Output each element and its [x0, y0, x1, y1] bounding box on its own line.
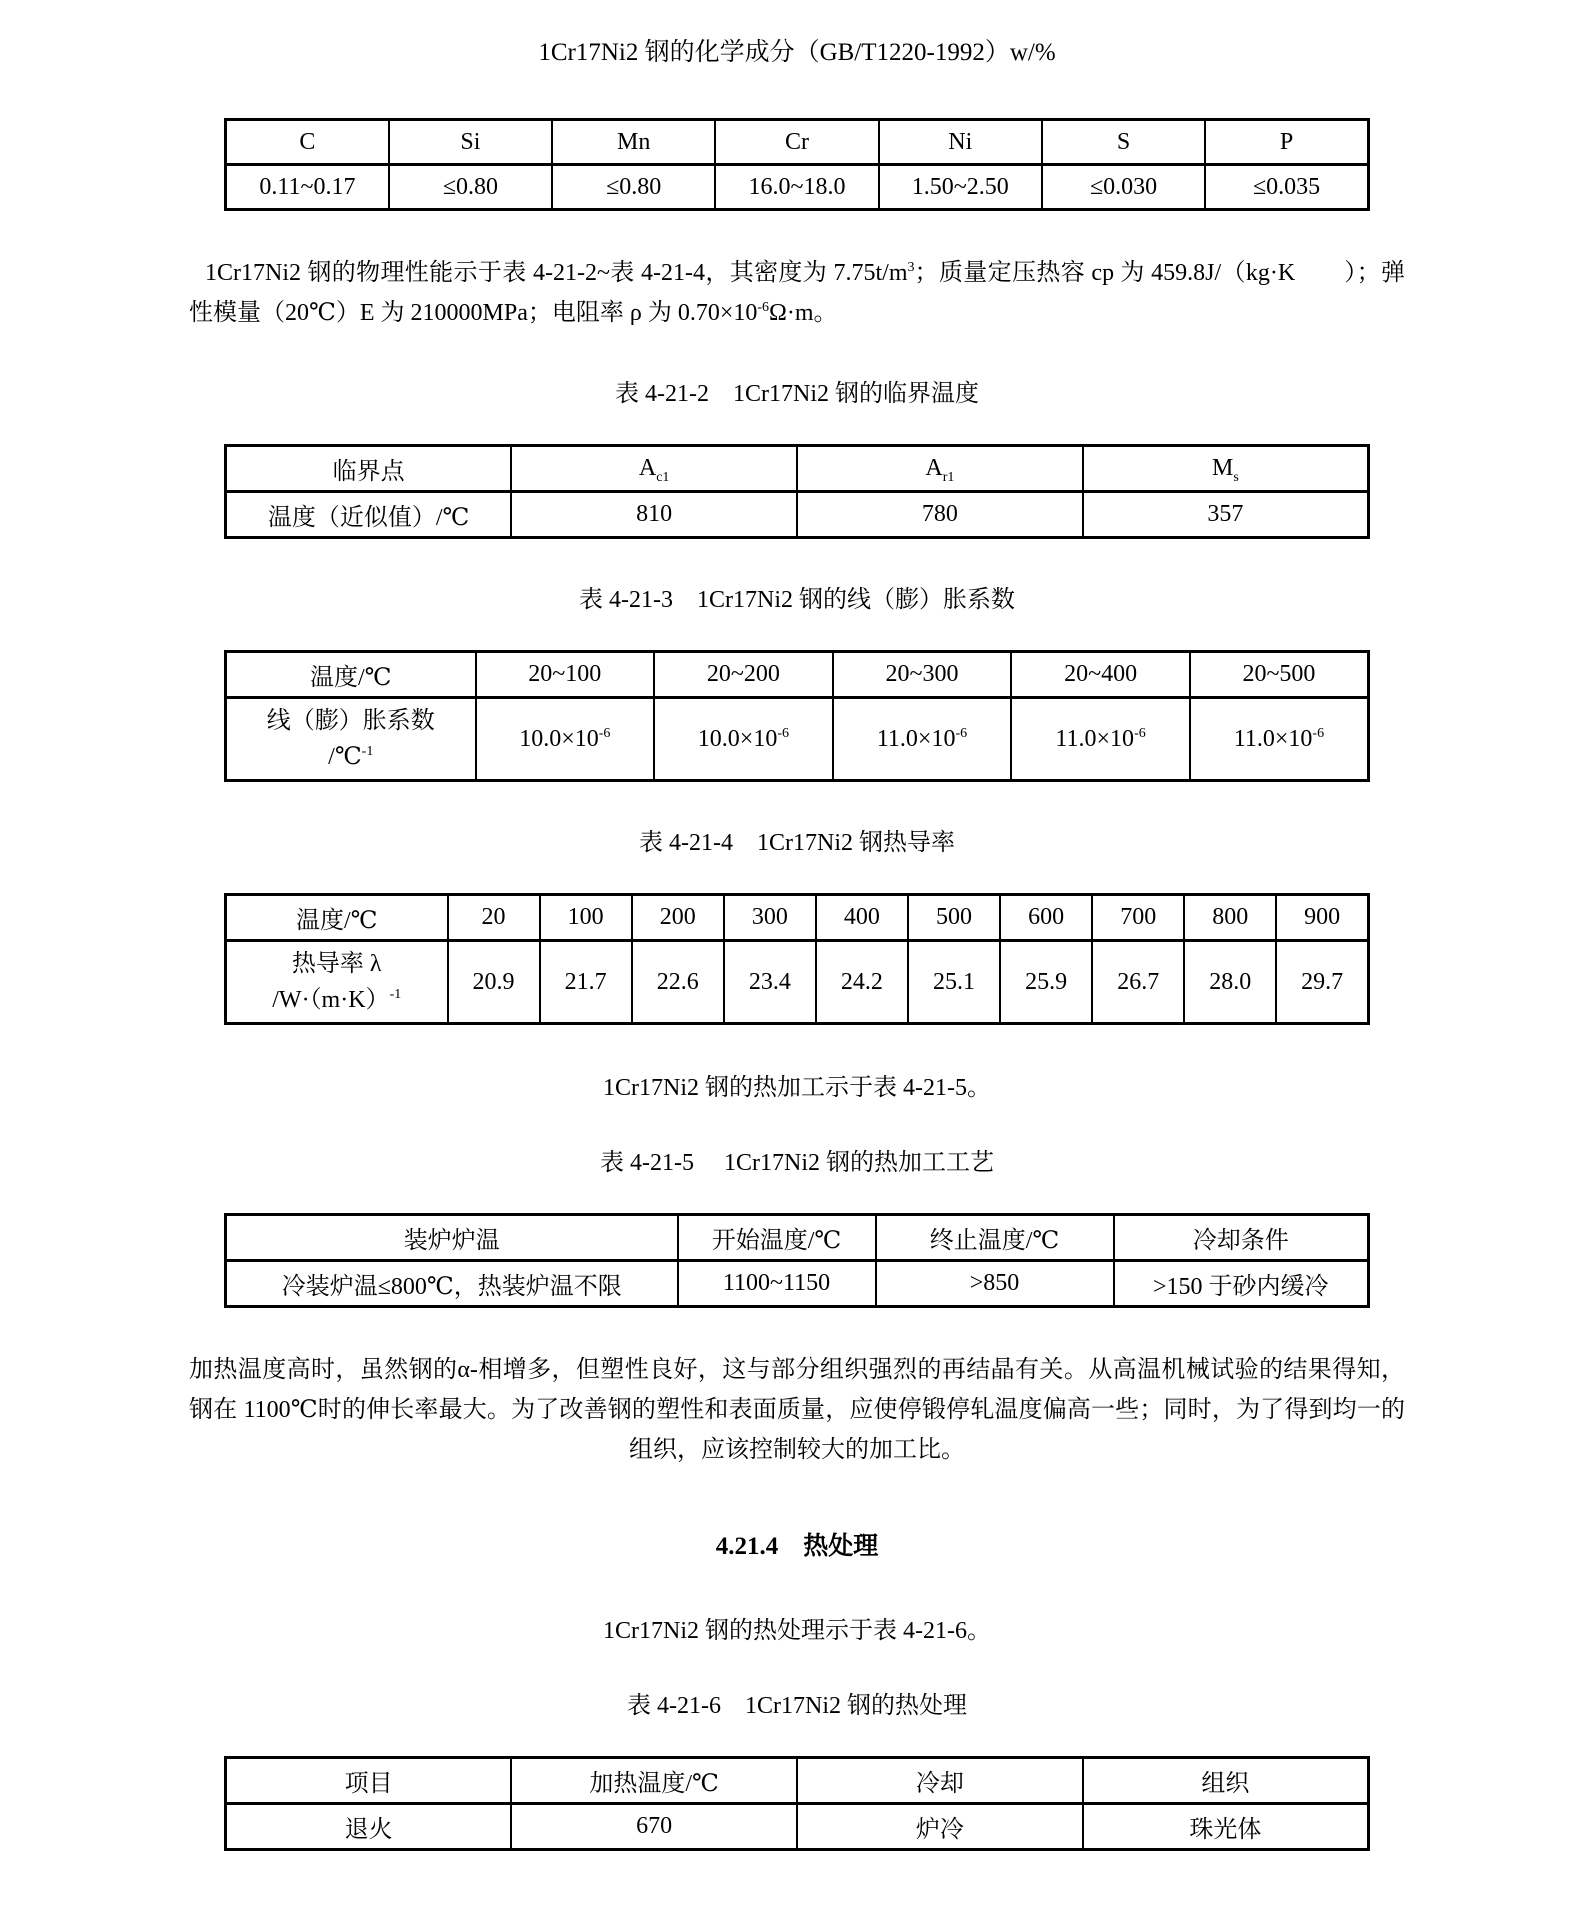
column-header: 冷却条件 [1114, 1215, 1369, 1261]
column-header: $A_{c1}$ [511, 446, 797, 492]
table-cell: $11.0\times 10^{-6}$ [1011, 698, 1190, 781]
table-cell: 26.7 [1092, 941, 1184, 1024]
chemical-composition-table [224, 118, 1370, 211]
table-cell: 25.9 [1000, 941, 1092, 1024]
table-cell: 20.9 [448, 941, 540, 1024]
table-cell: 357 [1083, 492, 1369, 538]
subscript: c1 [656, 469, 670, 485]
column-header: 温度/℃ [226, 895, 448, 941]
table-cell: ≤0.80 [552, 165, 715, 210]
column-header: C [226, 120, 389, 165]
superscript: -6 [1134, 725, 1146, 741]
table-cell: 670 [511, 1804, 797, 1850]
table-cell: 810 [511, 492, 797, 538]
table-cell: 23.4 [724, 941, 816, 1024]
superscript: -6 [757, 300, 770, 315]
column-header: 临界点 [226, 446, 512, 492]
row-label: 温度（近似值）/℃ [226, 492, 512, 538]
table-row [226, 941, 1369, 1024]
table-row [226, 1261, 1369, 1307]
table-cell: 珠光体 [1083, 1804, 1369, 1850]
column-header: 温度/℃ [226, 652, 476, 698]
superscript: -1 [361, 744, 374, 759]
column-header: 600 [1000, 895, 1092, 941]
column-header: 500 [908, 895, 1000, 941]
document-content [189, 32, 1405, 1851]
column-header: Mn [552, 120, 715, 165]
column-header: 组织 [1083, 1758, 1369, 1804]
table-caption-critical-temperature: 表 4-21-2 1Cr17Ni2 钢的临界温度 [615, 381, 979, 407]
table-cell: 0.11~0.17 [226, 165, 389, 210]
column-header: Ni [879, 120, 1042, 165]
table-row [226, 492, 1369, 538]
paragraph-text: Ω·m。 [769, 300, 838, 326]
table-row [226, 1804, 1369, 1850]
table-cell: 780 [797, 492, 1083, 538]
column-header: 800 [1184, 895, 1276, 941]
column-header: 400 [816, 895, 908, 941]
column-header: 冷却 [797, 1758, 1083, 1804]
column-header: 20~200 [654, 652, 833, 698]
expansion-coefficient-table [224, 650, 1370, 782]
column-header: 开始温度/℃ [678, 1215, 876, 1261]
column-header: $M_s$ [1083, 446, 1369, 492]
column-header: 终止温度/℃ [876, 1215, 1114, 1261]
section-heading: 4.21.4 热处理 [715, 1533, 879, 1560]
table-header-row [226, 1758, 1369, 1804]
table-cell: 1.50~2.50 [879, 165, 1042, 210]
table-caption-thermal-conductivity: 表 4-21-4 1Cr17Ni2 钢热导率 [639, 830, 955, 856]
column-header: Cr [715, 120, 878, 165]
column-header: P [1205, 120, 1368, 165]
table-cell: 21.7 [540, 941, 632, 1024]
table-row [226, 165, 1369, 210]
table-cell: 29.7 [1276, 941, 1368, 1024]
heating-paragraph: 加热温度高时，虽然钢的α-相增多，但塑性良好，这与部分组织强烈的再结晶有关。从高温机械试验的结果得知，钢在 1100℃时的伸长率最大。为了改善钢的塑性和表面质量，应使停锻停轧温度偏高一些；同时，为了得到均一的组织，应该控制较大的加工比。 [189, 1357, 1405, 1463]
table-cell: ≤0.80 [389, 165, 552, 210]
table-cell: $11.0\times 10^{-6}$ [1190, 698, 1369, 781]
column-header: 20 [448, 895, 540, 941]
table-cell: 退火 [226, 1804, 512, 1850]
table-cell: 16.0~18.0 [715, 165, 878, 210]
paragraph-text: 1Cr17Ni2 钢的物理性能示于表 4-21-2~表 4-21-4，其密度为 7.75t/m [205, 260, 908, 286]
table-cell: $10.0\times 10^{-6}$ [654, 698, 833, 781]
thermal-conductivity-table [224, 893, 1370, 1025]
table-cell: $11.0\times 10^{-6}$ [833, 698, 1012, 781]
table-cell: >150 于砂内缓冷 [1114, 1261, 1369, 1307]
column-header: 200 [632, 895, 724, 941]
table-cell: 22.6 [632, 941, 724, 1024]
superscript: -6 [955, 725, 968, 741]
superscript: -6 [777, 725, 789, 741]
table-caption-heat-treatment: 表 4-21-6 1Cr17Ni2 钢的热处理 [627, 1693, 967, 1719]
table-row [226, 698, 1369, 781]
column-header: $A_{r1}$ [797, 446, 1083, 492]
page-title: 1Cr17Ni2 钢的化学成分（GB/T1220-1992）w/% [538, 39, 1056, 66]
table-header-row [226, 446, 1369, 492]
column-header: 300 [724, 895, 816, 941]
hotwork-process-table [224, 1213, 1370, 1308]
table-cell: 24.2 [816, 941, 908, 1024]
table-cell: 28.0 [1184, 941, 1276, 1024]
column-header: 100 [540, 895, 632, 941]
table-cell: $10.0\times 10^{-6}$ [476, 698, 655, 781]
table-header-row [226, 895, 1369, 941]
column-header: 20~300 [833, 652, 1012, 698]
column-header: Si [389, 120, 552, 165]
column-header: 20~400 [1011, 652, 1190, 698]
table-cell: ≤0.030 [1042, 165, 1205, 210]
heat-treatment-table [224, 1756, 1370, 1851]
column-header: S [1042, 120, 1205, 165]
superscript: 3 [907, 260, 915, 275]
table-header-row [226, 652, 1369, 698]
table-caption-hotwork: 表 4-21-5 1Cr17Ni2 钢的热加工工艺 [600, 1150, 994, 1176]
table-cell: 冷装炉温≤800℃，热装炉温不限 [226, 1261, 678, 1307]
row-label: 线（膨）胀系数 /℃$^{-1}$ [226, 698, 476, 781]
row-label: 热导率 λ $/W\cdot(m\cdot K)^{-1}$ [226, 941, 448, 1024]
column-header: 700 [1092, 895, 1184, 941]
subscript: r1 [942, 469, 955, 485]
table-caption-expansion-coefficient: 表 4-21-3 1Cr17Ni2 钢的线（膨）胀系数 [579, 587, 1015, 613]
column-header: 项目 [226, 1758, 512, 1804]
heat-treatment-note: 1Cr17Ni2 钢的热处理示于表 4-21-6。 [603, 1618, 991, 1644]
column-header: 装炉炉温 [226, 1215, 678, 1261]
superscript: -6 [598, 725, 611, 741]
paragraph-text: ；质量定压热容 cp 为 459.8J/（kg·K ）；弹性模量（20℃）E 为 210000MPa；电阻率 ρ 为 0.70×10 [189, 260, 1405, 326]
subscript: s [1233, 469, 1239, 485]
hotwork-note: 1Cr17Ni2 钢的热加工示于表 4-21-5。 [603, 1075, 991, 1101]
table-cell: 25.1 [908, 941, 1000, 1024]
table-cell: 炉冷 [797, 1804, 1083, 1850]
table-cell: >850 [876, 1261, 1114, 1307]
table-cell: ≤0.035 [1205, 165, 1368, 210]
superscript: -1 [389, 987, 402, 1002]
table-cell: 1100~1150 [678, 1261, 876, 1307]
superscript: -6 [1312, 725, 1325, 741]
column-header: 20~100 [476, 652, 655, 698]
physical-properties-paragraph [189, 253, 1405, 333]
column-header: 900 [1276, 895, 1368, 941]
critical-temperature-table [224, 444, 1370, 539]
table-header-row [226, 1215, 1369, 1261]
column-header: 加热温度/℃ [511, 1758, 797, 1804]
column-header: 20~500 [1190, 652, 1369, 698]
table-header-row [226, 120, 1369, 165]
